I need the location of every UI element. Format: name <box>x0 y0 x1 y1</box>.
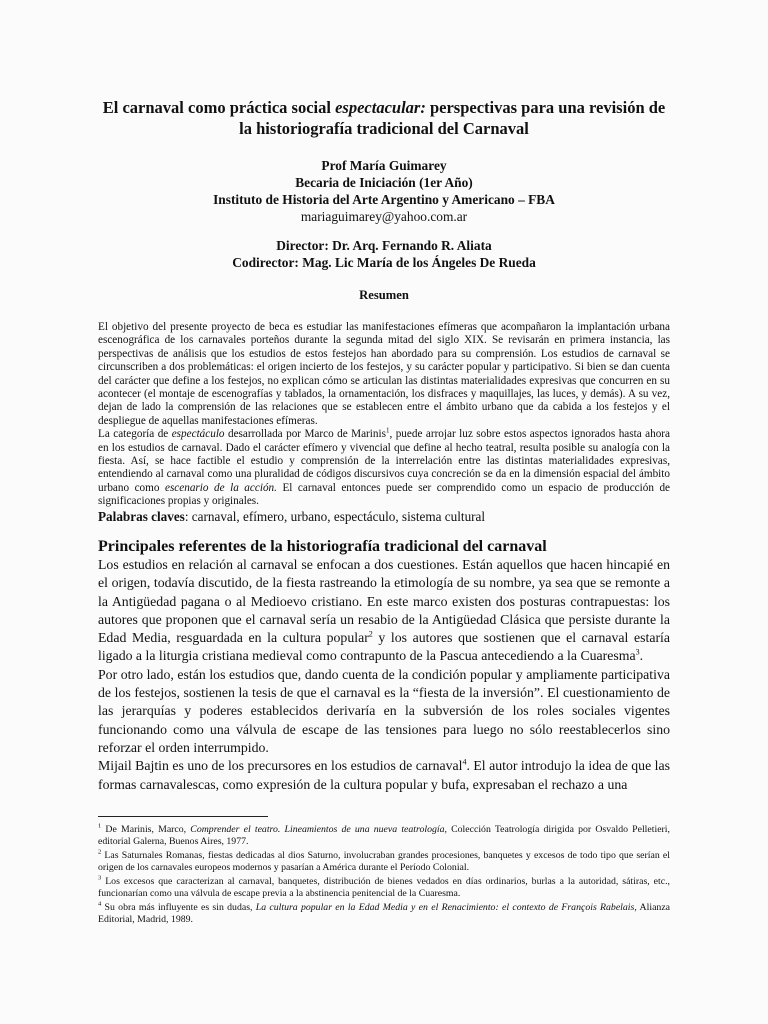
body-paragraph-1 <box>98 556 670 666</box>
abstract-emphasis: espectáculo <box>171 428 225 441</box>
footnote-text: Los excesos que caracterizan al carnaval, banquetes, distribución de bienes vedados en días ordinarios, burlas a la autoridad, sátiras, etc., funcionarían como una válvula de escape previa a la abstinencia penitencial de la Cuaresma. <box>98 875 670 900</box>
body-paragraph-2: Por otro lado, están los estudios que, dando cuenta de la condición popular y ampliamente participativa de los festejos, sostienen la tesis de que el carnaval es la “fiesta de la inversión”. El cuestionamiento de las jerarquías y poderes establecidos derivaría en la subversión de los roles sociales vigentes funcionando como una válvula de escape de las tensiones para luego no sólo reestablecerlos sino reforzar el orden interrumpido. <box>98 666 670 755</box>
footnote-number: 1 <box>98 822 102 830</box>
directors-block <box>80 237 688 271</box>
keywords-label: Palabras claves <box>98 508 185 524</box>
abstract-text: , puede arrojar luz sobre estos aspectos ignorados hasta ahora en los estudios de carnaval. Dado el carácter efímero y vivencial que define al hecho teatral, resulta posible su analogía con la fiesta. Así, se hace factible el estudio y comprensión de la interrelación entre las distintas materialidades expresivas, entendiendo al carnaval como una pluralidad de códigos discursivos cuya concreción se da en la dimensión espacial del ámbito urbano como <box>98 428 670 494</box>
body-text: . <box>639 648 644 664</box>
keywords <box>98 509 670 525</box>
paper-title <box>80 97 688 139</box>
abstract-text: desarrollada por Marco de Marinis <box>224 428 386 441</box>
body-text: Mijail Bajtin es uno de los precursores en los estudios de carnaval <box>98 758 463 774</box>
footnote-ref: 4 <box>462 757 467 767</box>
abstract-paragraph-2 <box>98 428 670 508</box>
footnote-text: Colección Teatrología dirigida por Osvaldo Pelletieri, editorial Galerna, Buenos Aires, 1977. <box>98 824 670 848</box>
footnote-number: 4 <box>98 900 102 908</box>
author-role: Becaria de Iniciación (1er Año) <box>295 175 473 190</box>
author-name: Prof María Guimarey <box>321 158 447 173</box>
footnote-4 <box>98 902 670 926</box>
footnote-ref: 2 <box>368 629 373 639</box>
body-text: . El autor introdujo la idea de que las formas carnavalescas, como expresión de la cultura popular y bufa, expresaban el rechazo a una <box>98 758 670 792</box>
footnote-ref: 1 <box>385 426 390 435</box>
footnote-number: 2 <box>98 848 102 856</box>
body-paragraph-3 <box>98 757 670 794</box>
abstract-text: El carnaval entonces puede ser comprendido como un espacio de producción de significaciones propias y originales. <box>98 481 671 508</box>
footnote-text: Su obra más influyente es sin dudas, <box>101 901 256 913</box>
section-heading: Principales referentes de la historiografía tradicional del carnaval <box>98 538 547 555</box>
director-line: Director: Dr. Arq. Fernando R. Aliata <box>276 238 492 253</box>
footnote-emphasis: La cultura popular en la Edad Media y en el Renacimiento: el contexto de François Rabelais, <box>255 901 637 913</box>
footnotes <box>98 824 670 928</box>
title-emphasis: espectacular: <box>335 98 426 117</box>
abstract-emphasis: escenario de la acción. <box>164 481 277 494</box>
author-institute: Instituto de Historia del Arte Argentino y Americano – FBA <box>213 192 555 207</box>
title-line1-end: perspectivas para una revisión de <box>425 98 666 117</box>
keywords-text: : carnaval, efímero, urbano, espectáculo, sistema cultural <box>184 508 486 524</box>
section-body <box>98 556 670 794</box>
title-line1-start: El carnaval como práctica social <box>102 98 336 117</box>
body-text: y los autores que sostienen que el carnaval estaría ligado a la liturgia cristiana medieval como contrapunto de la Pascua antecediendo a la Cuaresma <box>98 630 670 664</box>
footnote-1 <box>98 824 670 848</box>
footnote-divider <box>98 816 268 817</box>
abstract-paragraph-1: El objetivo del presente proyecto de beca es estudiar las manifestaciones efímeras que acompañaron la implantación urbana escenográfica de los carnavales porteños durante la segunda mitad del siglo XIX. Se revisarán en primera instancia, las perspectivas de análisis que los estudios de estos festejos han abordado para su comprensión. Los estudios de carnaval se circunscriben a dos problemáticas: el origen incierto de los festejos, y su carácter popular y participativo. Si bien se dan cuenta del carácter que define a los festejos, no explican cómo se articulan las distintas materialidades expresivas que concurren en su acontecer (el montaje de escenografías y tablados, la ornamentación, los disfraces y maquillajes, las luces, y demás). A su vez, dejan de lado la comprensión de las relaciones que se establecen entre el ámbito urbano que da cabida a los festejos y el despliegue de aquellas manifestaciones efímeras. <box>98 321 670 427</box>
footnote-3 <box>98 876 670 900</box>
footnote-2 <box>98 850 670 874</box>
footnote-text: Las Saturnales Romanas, fiestas dedicadas al dios Saturno, involucraban grandes procesiones, banquetes y excesos de todo tipo que serían el origen de los carnavales europeos modernos y pasarían a América durante el Período Colonial. <box>98 849 670 874</box>
body-text: Los estudios en relación al carnaval se enfocan a dos cuestiones. Están aquellos que hacen hincapié en el origen, todavía discutido, de la fiesta rastreando la etimología de su nombre, ya sea que se remonte a la Antigüedad pagana o al Medioevo cristiano. En este marco existen dos posturas contrapuestas: los autores que proponen que el carnaval sería un resabio de la Antigüedad Clásica que persiste durante la Edad Media, resguardada en la cultura popular <box>98 557 670 646</box>
resumen-heading: Resumen <box>359 288 409 302</box>
author-email: mariaguimarey@yahoo.com.ar <box>300 209 468 224</box>
footnote-number: 3 <box>98 874 102 882</box>
codirector-line: Codirector: Mag. Lic María de los Ángeles De Rueda <box>232 255 536 270</box>
footnote-text: De Marinis, Marco, <box>101 824 191 835</box>
footnote-ref: 3 <box>635 647 640 657</box>
author-block <box>80 157 688 225</box>
abstract-text: La categoría de <box>98 428 172 441</box>
title-line2: la historiografía tradicional del Carnaval <box>239 119 529 138</box>
abstract <box>98 321 670 525</box>
footnote-text: Alianza Editorial, Madrid, 1989. <box>98 901 671 925</box>
footnote-emphasis: Comprender el teatro. Lineamientos de una nueva teatrología, <box>190 824 447 835</box>
